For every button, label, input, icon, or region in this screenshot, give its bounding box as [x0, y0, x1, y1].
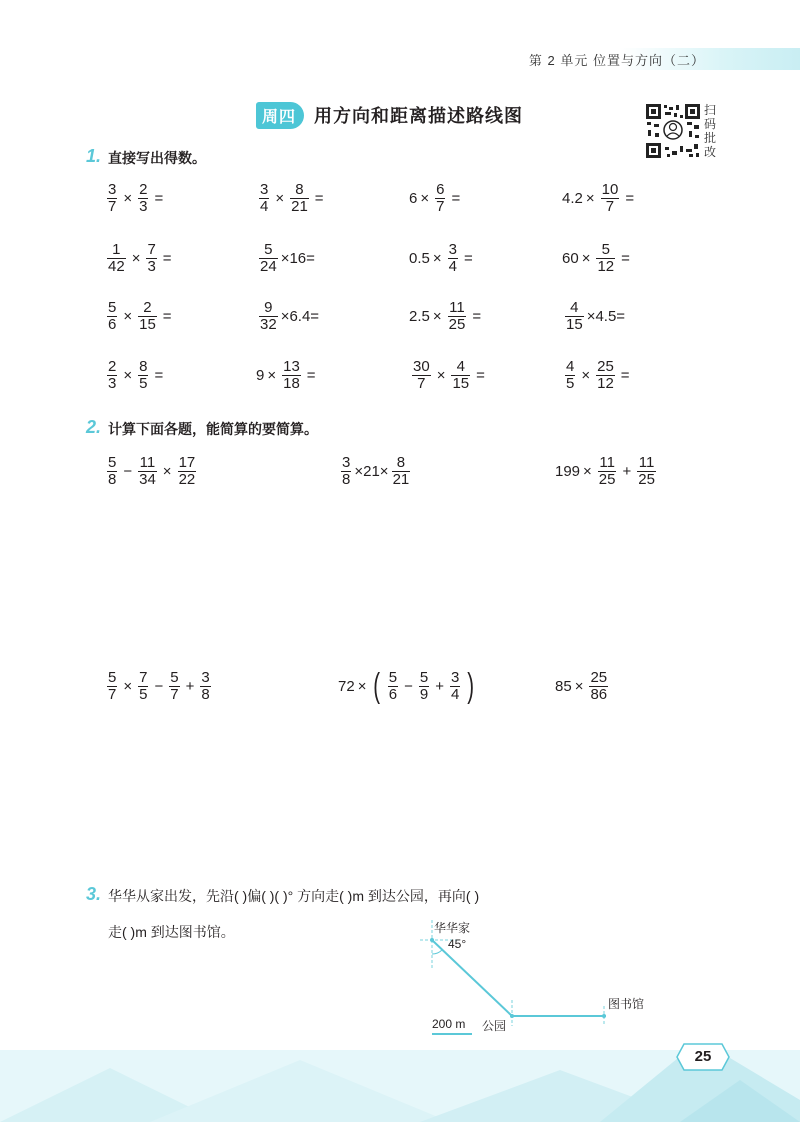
- math-expression: [409, 236, 476, 280]
- fraction-numerator: 3: [342, 453, 351, 471]
- fraction-denominator: 5: [139, 374, 148, 392]
- fraction-denominator: 32: [260, 315, 277, 333]
- operator: ×: [585, 189, 595, 207]
- fraction-numerator: 11: [139, 453, 156, 471]
- fraction-denominator: 7: [108, 197, 117, 215]
- fraction: [435, 182, 445, 215]
- fraction-denominator: 7: [417, 374, 426, 392]
- fraction-numerator: 6: [436, 180, 445, 198]
- number: 6: [409, 189, 418, 207]
- operator: ×: [432, 249, 442, 267]
- math-expression: [409, 353, 488, 397]
- scan-to-grade-label: [704, 103, 718, 159]
- fraction: [200, 670, 210, 703]
- fraction-denominator: 34: [139, 470, 156, 488]
- fraction: [107, 455, 117, 488]
- number: 72: [338, 677, 355, 695]
- fraction: [419, 670, 429, 703]
- fraction: [565, 359, 575, 392]
- number: 199: [555, 462, 581, 480]
- fraction-numerator: 17: [178, 453, 196, 471]
- operator: +: [622, 462, 632, 480]
- number: ×6.4=: [280, 307, 320, 325]
- fraction-denominator: 22: [178, 470, 196, 488]
- operator: ×: [420, 189, 430, 207]
- page-number: 25: [694, 1047, 712, 1065]
- fraction-denominator: 15: [452, 374, 470, 392]
- math-expression: [562, 236, 633, 280]
- fraction-numerator: 5: [388, 668, 398, 686]
- fraction-denominator: 6: [388, 685, 398, 703]
- page-title: 用方向和距离描述路线图: [314, 106, 524, 126]
- fraction-numerator: 1: [112, 240, 121, 258]
- math-expression: [256, 294, 319, 338]
- fraction: [259, 242, 278, 275]
- angle-label: 45°: [448, 937, 467, 951]
- operator: ×: [432, 307, 442, 325]
- fraction-numerator: 3: [451, 668, 460, 686]
- number: 0.5: [409, 249, 430, 267]
- fraction-numerator: 4: [566, 357, 575, 375]
- operator: =: [154, 366, 164, 384]
- fraction-denominator: 24: [260, 257, 277, 275]
- number: 4.2: [562, 189, 583, 207]
- fraction-denominator: 3: [147, 257, 156, 275]
- math-expression: [104, 294, 175, 338]
- number: 2.5: [409, 307, 430, 325]
- fraction-denominator: 3: [139, 197, 148, 215]
- operator: ×: [574, 677, 584, 695]
- math-expression: [256, 353, 319, 397]
- fraction-denominator: 8: [342, 470, 351, 488]
- fraction: [259, 300, 278, 333]
- fraction-denominator: 7: [108, 685, 117, 703]
- math-expression: [338, 664, 479, 708]
- fraction-numerator: 30: [413, 357, 430, 375]
- fraction: [138, 670, 148, 703]
- fraction: [107, 300, 117, 333]
- operator: −: [404, 677, 413, 695]
- fraction: [146, 242, 156, 275]
- fraction-numerator: 4: [456, 357, 465, 375]
- fraction: [282, 359, 301, 392]
- question-1-number: 1.: [86, 146, 102, 166]
- park-label: 公园: [482, 1019, 507, 1033]
- fraction-denominator: 4: [451, 685, 460, 703]
- fraction-numerator: 13: [283, 357, 300, 375]
- operator: +: [435, 677, 444, 695]
- math-expression: [104, 664, 214, 708]
- math-expression: [555, 449, 659, 493]
- math-expression: [104, 353, 166, 397]
- fraction-denominator: 8: [201, 685, 210, 703]
- fraction-numerator: 11: [638, 453, 655, 471]
- angle-arc: [432, 950, 442, 954]
- operator: ×: [581, 366, 591, 384]
- fraction-denominator: 25: [598, 470, 616, 488]
- fraction: [107, 242, 126, 275]
- question-3-line-1: 华华从家出发，先沿( )偏( )( )° 方向走( )m 到达公园，再向( ): [108, 888, 480, 904]
- scan-char: 码: [704, 117, 717, 131]
- math-expression: [104, 236, 175, 280]
- number: 9: [256, 366, 265, 384]
- fraction-numerator: 8: [396, 453, 406, 471]
- math-expression: [555, 664, 611, 708]
- math-expression: [562, 353, 633, 397]
- number: ×16=: [280, 249, 315, 267]
- operator: =: [463, 249, 473, 267]
- route-diagram: [420, 918, 680, 1038]
- fraction-denominator: 6: [108, 315, 117, 333]
- fraction-numerator: 5: [601, 240, 610, 258]
- fraction: [138, 300, 157, 333]
- unit-header: 第 2 单元 位置与方向（二）: [528, 53, 705, 68]
- fraction-numerator: 8: [295, 180, 304, 198]
- fraction: [598, 455, 617, 488]
- scan-char: 改: [704, 145, 717, 159]
- operator: ×: [436, 366, 446, 384]
- fraction: [448, 242, 458, 275]
- fraction-denominator: 4: [448, 257, 457, 275]
- library-point: [602, 1014, 606, 1018]
- fraction-denominator: 9: [419, 685, 429, 703]
- route-home-to-park: [432, 940, 512, 1016]
- fraction-numerator: 3: [201, 668, 210, 686]
- park-point: [510, 1014, 514, 1018]
- fraction-numerator: 11: [449, 298, 465, 316]
- fraction-numerator: 25: [597, 357, 614, 375]
- fraction-numerator: 10: [601, 180, 619, 198]
- fraction-numerator: 3: [260, 180, 269, 198]
- fraction: [107, 670, 117, 703]
- math-expression: [256, 176, 327, 220]
- operator: ×: [123, 189, 133, 207]
- fraction-denominator: 12: [597, 257, 615, 275]
- fraction: [138, 359, 148, 392]
- fraction: [259, 182, 269, 215]
- fraction-numerator: 11: [599, 453, 615, 471]
- fraction-numerator: 2: [108, 357, 117, 375]
- operator: =: [625, 189, 635, 207]
- fraction: [169, 670, 179, 703]
- question-3-number: 3.: [86, 884, 102, 904]
- fraction: [290, 182, 309, 215]
- fraction-denominator: 3: [108, 374, 117, 392]
- operator: −: [123, 462, 133, 480]
- fraction: [138, 455, 157, 488]
- operator: =: [162, 307, 172, 325]
- fraction-denominator: 5: [139, 685, 148, 703]
- math-expression: [338, 449, 413, 493]
- operator: =: [621, 249, 630, 267]
- fraction: [565, 300, 584, 333]
- fraction: [392, 455, 411, 488]
- fraction: [596, 242, 615, 275]
- qr-code-icon[interactable]: [645, 103, 701, 159]
- scan-char: 扫: [704, 103, 717, 117]
- operator: ×: [123, 677, 133, 695]
- fraction-denominator: 8: [108, 470, 117, 488]
- fraction: [107, 359, 117, 392]
- operator: ×: [123, 307, 133, 325]
- fraction-denominator: 7: [436, 197, 445, 215]
- library-label: 图书馆: [608, 997, 645, 1011]
- left-paren: (: [373, 667, 381, 705]
- fraction-numerator: 5: [108, 668, 117, 686]
- fraction: [589, 670, 608, 703]
- operator: ×: [131, 249, 141, 267]
- fraction: [601, 182, 620, 215]
- fraction: [178, 455, 197, 488]
- home-label: 华华家: [434, 921, 471, 935]
- operator: =: [620, 366, 630, 384]
- fraction-denominator: 21: [392, 470, 410, 488]
- fraction-numerator: 7: [147, 240, 156, 258]
- math-expression: [104, 176, 166, 220]
- operator: ×: [267, 366, 277, 384]
- question-2-text: 计算下面各题，能简算的要简算。: [108, 421, 318, 437]
- fraction-numerator: 7: [139, 668, 148, 686]
- operator: ×: [275, 189, 285, 207]
- operator: =: [154, 189, 164, 207]
- fraction-denominator: 12: [597, 374, 614, 392]
- math-expression: [409, 176, 463, 220]
- operator: +: [185, 677, 195, 695]
- fraction-denominator: 4: [260, 197, 269, 215]
- home-point: [430, 938, 434, 942]
- math-expression: [562, 294, 625, 338]
- fraction: [450, 670, 460, 703]
- number: 60: [562, 249, 579, 267]
- fraction-denominator: 25: [448, 315, 466, 333]
- operator: ×: [583, 462, 592, 480]
- operator: =: [472, 307, 482, 325]
- right-paren: ): [467, 667, 475, 705]
- fraction-numerator: 4: [570, 298, 579, 316]
- fraction: [388, 670, 398, 703]
- fraction-numerator: 5: [108, 453, 117, 471]
- fraction-numerator: 2: [139, 180, 148, 198]
- question-2-number: 2.: [86, 417, 102, 437]
- fraction-denominator: 15: [139, 315, 156, 333]
- fraction-denominator: 86: [590, 685, 608, 703]
- fraction: [637, 455, 656, 488]
- operator: =: [306, 366, 316, 384]
- fraction: [596, 359, 615, 392]
- math-expression: [256, 236, 315, 280]
- fraction: [138, 182, 148, 215]
- fraction-denominator: 25: [638, 470, 655, 488]
- fraction-numerator: 25: [590, 668, 608, 686]
- fraction: [107, 182, 117, 215]
- math-expression: [562, 176, 637, 220]
- fraction-numerator: 8: [139, 357, 148, 375]
- fraction-denominator: 18: [283, 374, 300, 392]
- fraction-denominator: 21: [291, 197, 308, 215]
- fraction-numerator: 2: [143, 298, 152, 316]
- math-expression: [409, 294, 484, 338]
- number: 85: [555, 677, 572, 695]
- fraction-numerator: 5: [264, 240, 273, 258]
- fraction-numerator: 9: [264, 298, 273, 316]
- fraction: [341, 455, 351, 488]
- fraction-denominator: 7: [170, 685, 179, 703]
- fraction-numerator: 5: [170, 668, 179, 686]
- number: ×21×: [354, 462, 389, 480]
- scale-label: 200 m: [432, 1017, 466, 1031]
- fraction-numerator: 3: [108, 180, 117, 198]
- math-expression: [104, 449, 199, 493]
- fraction: [448, 300, 467, 333]
- question-1-text: 直接写出得数。: [108, 150, 206, 166]
- fraction-numerator: 5: [108, 298, 117, 316]
- operator: ×: [162, 462, 172, 480]
- operator: −: [154, 677, 164, 695]
- fraction-numerator: 5: [419, 668, 429, 686]
- operator: =: [314, 189, 324, 207]
- fraction: [451, 359, 470, 392]
- operator: =: [476, 366, 485, 384]
- operator: =: [451, 189, 461, 207]
- operator: =: [162, 249, 172, 267]
- fraction-denominator: 7: [605, 197, 615, 215]
- fraction-denominator: 15: [566, 315, 583, 333]
- fraction-denominator: 42: [108, 257, 125, 275]
- lesson-title: [256, 102, 523, 128]
- day-badge: 周四: [256, 102, 304, 129]
- question-3-line-2: 走( )m 到达图书馆。: [108, 924, 235, 940]
- operator: ×: [123, 366, 133, 384]
- fraction-numerator: 3: [448, 240, 457, 258]
- fraction-denominator: 5: [566, 374, 575, 392]
- operator: ×: [581, 249, 591, 267]
- operator: ×: [357, 677, 367, 695]
- fraction: [412, 359, 431, 392]
- number: ×4.5=: [586, 307, 626, 325]
- scan-char: 批: [704, 131, 717, 145]
